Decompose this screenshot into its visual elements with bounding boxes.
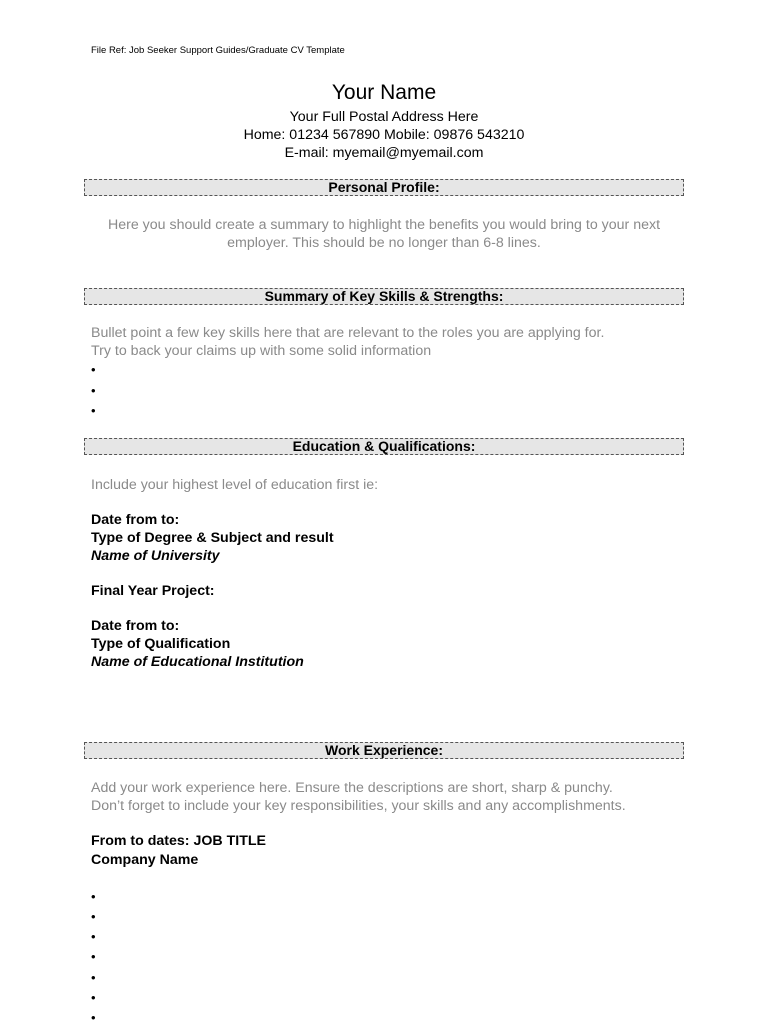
skills-bullet: •	[91, 403, 96, 418]
profile-text: Here you should create a summary to highlight the benefits you would bring to your next employer. This should be no longer than 6-8 lines.	[107, 217, 661, 251]
file-reference: File Ref: Job Seeker Support Guides/Graduate CV Template	[91, 45, 345, 56]
education-date-1: Date from to:	[91, 512, 180, 528]
skills-instruction-2: Try to back your claims up with some solid information	[91, 343, 432, 359]
university-name: Name of University	[91, 548, 220, 564]
section-heading-skills: Summary of Key Skills & Strengths:	[84, 288, 684, 305]
company-name: Company Name	[91, 852, 199, 868]
education-date-2: Date from to:	[91, 618, 180, 634]
institution-name: Name of Educational Institution	[91, 654, 304, 670]
email-address: E-mail: myemail@myemail.com	[284, 145, 484, 161]
work-bullet: •	[91, 929, 96, 944]
cv-name: Your Name	[331, 81, 437, 104]
final-year-project: Final Year Project:	[91, 583, 215, 599]
work-bullet: •	[91, 949, 96, 964]
job-dates-title: From to dates: JOB TITLE	[91, 833, 266, 849]
work-instruction-2: Don’t forget to include your key responsibilities, your skills and any accomplishments.	[91, 798, 626, 814]
education-intro: Include your highest level of education first ie:	[91, 477, 379, 493]
work-instruction-1: Add your work experience here. Ensure the descriptions are short, sharp & punchy.	[91, 780, 613, 796]
degree-type: Type of Degree & Subject and result	[91, 530, 334, 546]
section-heading-education: Education & Qualifications:	[84, 438, 684, 455]
work-bullet: •	[91, 970, 96, 985]
skills-bullet: •	[91, 383, 96, 398]
postal-address: Your Full Postal Address Here	[289, 109, 479, 125]
work-bullet: •	[91, 889, 96, 904]
work-bullet: •	[91, 909, 96, 924]
skills-instruction-1: Bullet point a few key skills here that are relevant to the roles you are applying for.	[91, 325, 605, 341]
qualification-type: Type of Qualification	[91, 636, 231, 652]
work-bullet: •	[91, 1010, 96, 1025]
section-heading-work: Work Experience:	[84, 742, 684, 759]
work-bullet: •	[91, 990, 96, 1005]
section-heading-profile: Personal Profile:	[84, 179, 684, 196]
phone-numbers: Home: 01234 567890 Mobile: 09876 543210	[243, 127, 525, 143]
skills-bullet: •	[91, 362, 96, 377]
